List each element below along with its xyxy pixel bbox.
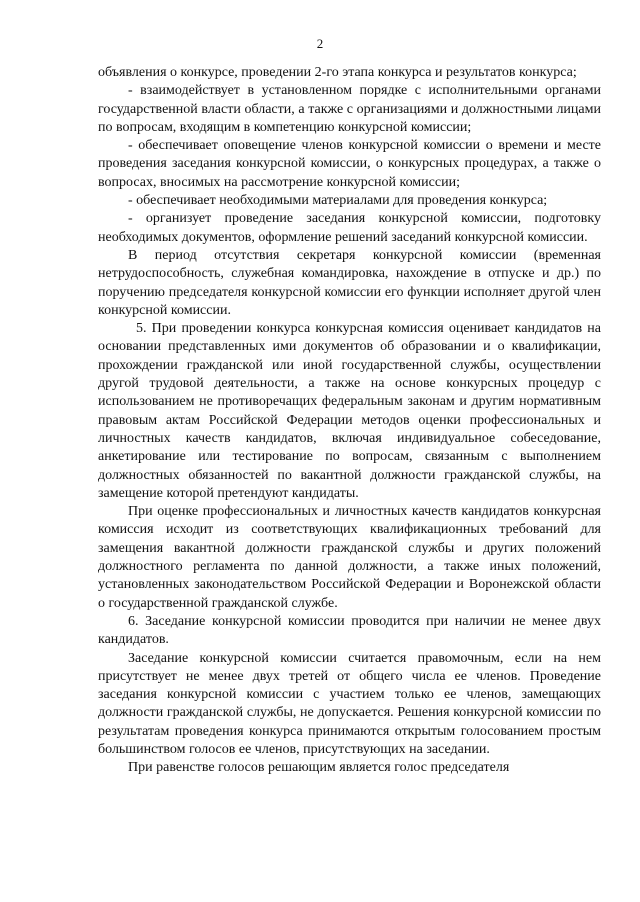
paragraph-organizes-meeting: - организует проведение заседания конкурсной комиссии, подготовку необходимых документов, оформление решений заседаний конкурсной комиссии. [98, 211, 601, 245]
paragraph-notification: - обеспечивает оповещение членов конкурсной комиссии о времени и месте проведения заседания конкурсной комиссии, о конкурсных процедурах, а также о вопросах, вносимых на рассмотрение конкурсной комиссии; [98, 138, 601, 190]
paragraph-assessment: При оценке профессиональных и личностных качеств кандидатов конкурсная комиссия исходит из соответствующих квалификационных требований для замещения вакантной должности гражданской службы и других положений должностного регламента по данной должности, а также иных положений, установленных законодательством Российской Федерации и Воронежской области о государственной гражданской службе. [98, 504, 601, 611]
paragraph-item-5: 5. При проведении конкурса конкурсная комиссия оценивает кандидатов на основании представленных ими документов об образовании и о квалификации, прохождении гражданской или иной государственной службы, осуществлении другой трудовой деятельности, а также на основе конкурсных процедур с использованием не противоречащих федеральным законам и другим нормативным правовым актам Российской Федерации методов оценки профессиональных и личностных качеств кандидатов, включая индивидуальное собеседование, анкетирование или тестирование по вопросам, связанным с выполнением должностных обязанностей по вакантной должности гражданской службы, на замещение которой претендуют кандидаты. [98, 321, 601, 501]
document-body [98, 64, 601, 778]
paragraph-quorum: Заседание конкурсной комиссии считается правомочным, если на нем присутствует не менее двух третей от общего числа ее членов. Проведение заседания конкурсной комиссии с участием только ее членов, замещающих должности гражданской службы, не допускается. Решения конкурсной комиссии по результатам проведения конкурса принимаются открытым голосованием простым большинством голосов ее членов, присутствующих на заседании. [98, 650, 601, 757]
paragraph-tie-vote: При равенстве голосов решающим является голос председателя [128, 760, 510, 776]
paragraph-materials: - обеспечивает необходимыми материалами для проведения конкурса; [128, 193, 548, 209]
paragraph-announcement-end: объявления о конкурсе, проведении 2-го этапа конкурса и результатов конкурса; [98, 65, 577, 80]
page-number: 2 [316, 36, 324, 51]
paragraph-item-6: 6. Заседание конкурсной комиссии проводится при наличии не менее двух кандидатов. [98, 613, 601, 648]
paragraph-secretary-absence: В период отсутствия секретаря конкурсной комиссии (временная нетрудоспособность, служебная командировка, нахождение в отпуске и др.) по поручению председателя конкурсной комиссии его функции исполняет другой член конкурсной комиссии. [98, 247, 601, 318]
paragraph-interaction: - взаимодействует в установленном порядке с исполнительными органами государственной власти области, а также с организациями и должностными лицами по вопросам, входящим в компетенцию конкурсной комиссии; [98, 83, 601, 135]
